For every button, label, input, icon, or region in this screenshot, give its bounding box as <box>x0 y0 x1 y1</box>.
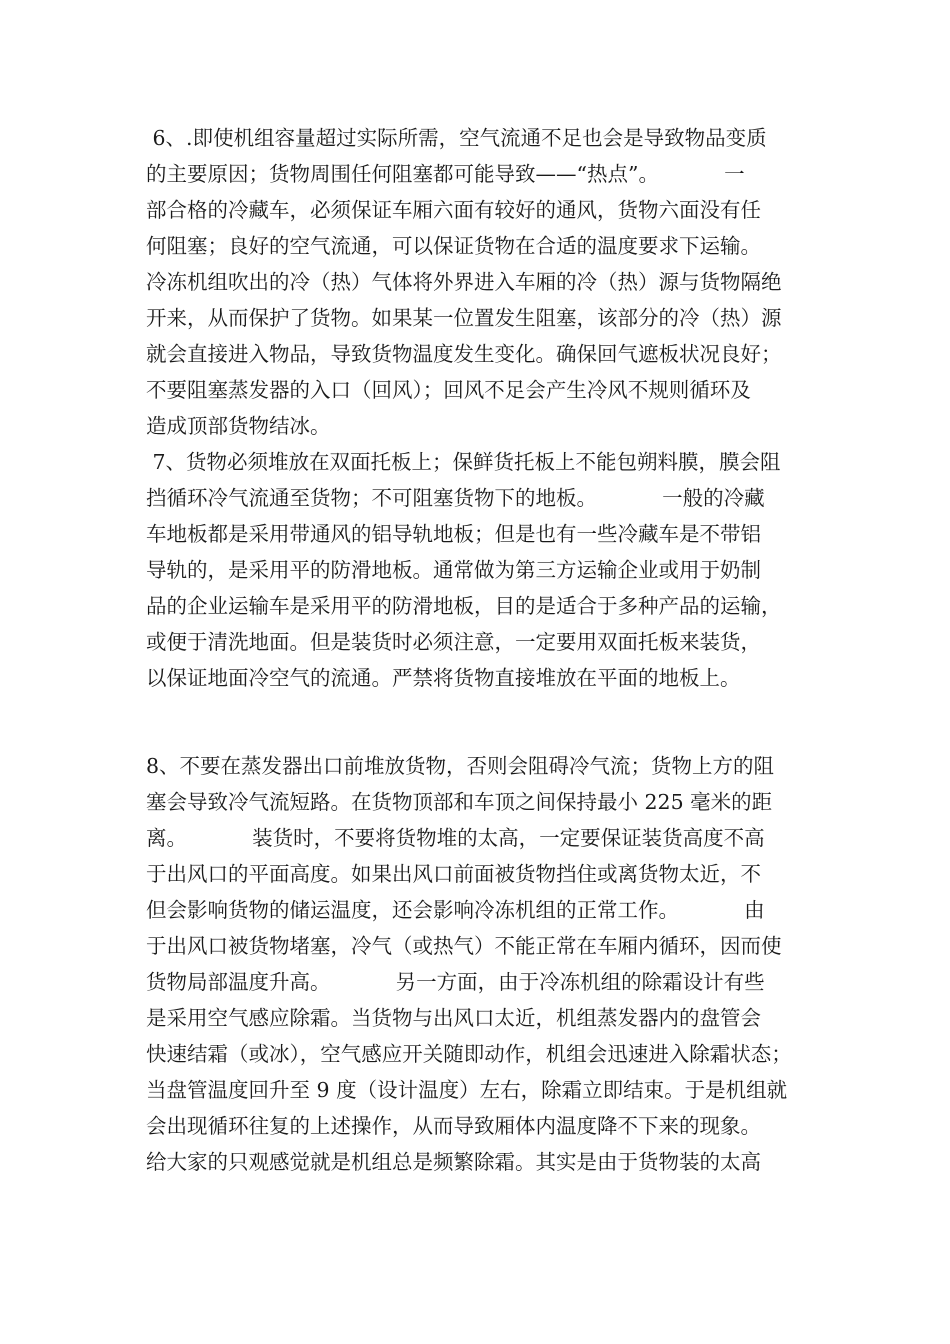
text-line: 8、不要在蒸发器出口前堆放货物，否则会阻碍冷气流；货物上方的阻 <box>146 754 775 778</box>
text-line: 品的企业运输车是采用平的防滑地板，目的是适合于多种产品的运输， <box>146 594 782 618</box>
text-line: 是采用空气感应除霜。当货物与出风口太近，机组蒸发器内的盘管会 <box>146 1006 761 1030</box>
text-line: 部合格的冷藏车，必须保证车厢六面有较好的通风，货物六面没有任 <box>146 198 761 222</box>
text-line: 于出风口的平面高度。如果出风口前面被货物挡住或离货物太近，不 <box>146 862 761 886</box>
text-line: 何阻塞；良好的空气流通，可以保证货物在合适的温度要求下运输。 <box>146 234 761 258</box>
text-line: 7、货物必须堆放在双面托板上；保鲜货托板上不能包朔料膜，膜会阻 <box>146 450 781 474</box>
text-line: 离。 装货时，不要将货物堆的太高，一定要保证装货高度不高 <box>146 826 765 850</box>
text-line: 货物局部温度升高。 另一方面，由于冷冻机组的除霜设计有些 <box>146 970 765 994</box>
text-line: 6、.即使机组容量超过实际所需，空气流通不足也会是导致物品变质 <box>146 126 767 150</box>
text-line: 于出风口被货物堵塞，冷气（或热气）不能正常在车厢内循环，因而使 <box>146 934 782 958</box>
text-line: 冷冻机组吹出的冷（热）气体将外界进入车厢的冷（热）源与货物隔绝 <box>146 270 782 294</box>
text-line: 造成顶部货物结冰。 <box>146 414 331 438</box>
text-line: 的主要原因；货物周围任何阻塞都可能导致——“热点”。 一 <box>146 162 745 186</box>
text-line: 就会直接进入物品，导致货物温度发生变化。确保回气遮板状况良好； <box>146 342 782 366</box>
text-line: 当盘管温度回升至 9 度（设计温度）左右，除霜立即结束。于是机组就 <box>146 1078 788 1102</box>
text-line: 以保证地面冷空气的流通。严禁将货物直接堆放在平面的地板上。 <box>146 666 741 690</box>
text-line: 快速结霜（或冰），空气感应开关随即动作，机组会迅速进入除霜状态； <box>146 1042 792 1066</box>
text-line: 导轨的，是采用平的防滑地板。通常做为第三方运输企业或用于奶制 <box>146 558 761 582</box>
text-line: 但会影响货物的储运温度，还会影响冷冻机组的正常工作。 由 <box>146 898 765 922</box>
text-line: 不要阻塞蒸发器的入口（回风）；回风不足会产生冷风不规则循环及 <box>146 378 751 402</box>
text-line: 塞会导致冷气流短路。在货物顶部和车顶之间保持最小 225 毫米的距 <box>146 790 773 814</box>
text-line: 或便于清洗地面。但是装货时必须注意，一定要用双面托板来装货， <box>146 630 761 654</box>
text-line: 挡循环冷气流通至货物；不可阻塞货物下的地板。 一般的冷藏 <box>146 486 765 510</box>
text-line: 车地板都是采用带通风的铝导轨地板；但是也有一些冷藏车是不带铝 <box>146 522 761 546</box>
text-line: 给大家的只观感觉就是机组总是频繁除霜。其实是由于货物装的太高 <box>146 1150 761 1174</box>
text-line: 开来，从而保护了货物。如果某一位置发生阻塞，该部分的冷（热）源 <box>146 306 782 330</box>
text-line: 会出现循环往复的上述操作，从而导致厢体内温度降不下来的现象。 <box>146 1114 761 1138</box>
